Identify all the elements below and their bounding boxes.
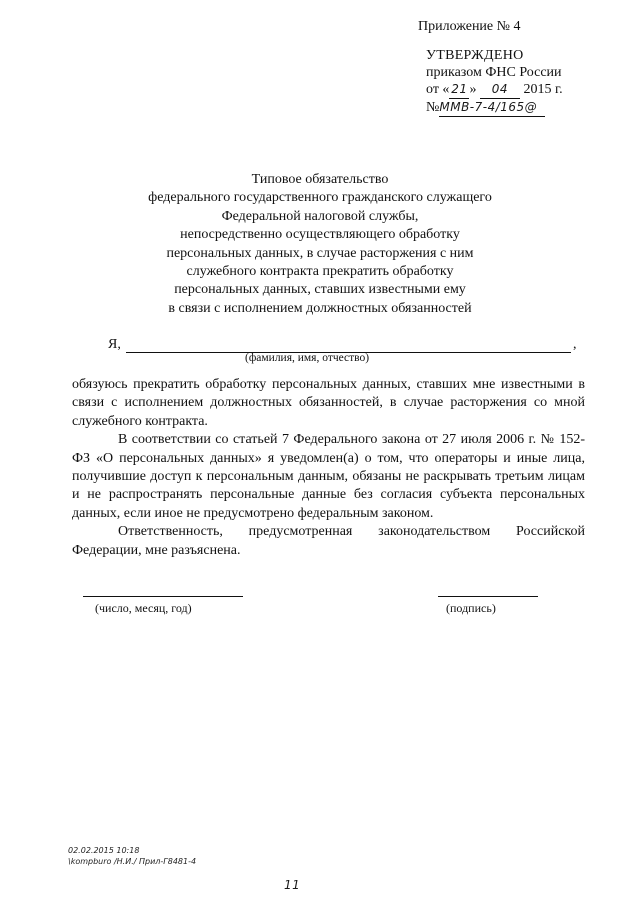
paragraph-responsibility: Ответственность, предусмотренная законодательством Российской Федерации, мне разъяснена. [72,524,585,558]
title-line: федерального государственного гражданского служащего [148,190,492,206]
footer-path: \kompburo /Н.И./ Прил-Г8481-4 [68,857,197,866]
approval-block [426,47,563,117]
fio-hint: (фамилия, имя, отчество) [245,352,370,364]
appendix-label: Приложение № 4 [418,19,521,34]
document-title [120,171,520,318]
handwritten-order-number: ММВ-7-4/165@ [439,99,545,117]
page-number: 11 [284,878,301,892]
order-date [426,81,563,99]
body-text [72,376,585,560]
ya-label: Я, [108,337,121,352]
date-hint: (число, месяц, год) [95,601,192,615]
title-line: персональных данных, ставших известными ему [174,282,466,298]
date-blank-line [83,596,243,597]
paragraph-obligation: обязуюсь прекратить обработку персональных данных, ставших мне известными в связи с исполнением должностных обязанностей, в случае расторжения со мной служебного контракта. [72,377,585,429]
order-number [426,99,563,117]
handwritten-month: 04 [480,81,520,99]
number-prefix: № [426,100,440,115]
footer-timestamp: 02.02.2015 10:18 [68,846,140,855]
title-line: Типовое обязательство [251,172,389,187]
signature-hint: (подпись) [446,601,496,615]
date-prefix: от « [426,82,450,97]
order-line: приказом ФНС России [426,65,562,80]
title-line: Федеральной налоговой службы, [221,208,419,224]
handwritten-day: 21 [449,81,469,99]
title-line: непосредственно осуществляющего обработку [180,227,460,243]
paragraph-law: В соответствии со статьей 7 Федерального закона от 27 июля 2006 г. № 152-ФЗ «О персональных данных» я уведомлен(а) о том, что операторы и иные лица, получившие доступ к персональным данным, обязаны не раскрывать третьим лицам и не распространять персональные данные без согласия субъекта персональных данных, если иное не предусмотрено федеральным законом. [72,432,585,521]
date-mid: » [469,82,477,97]
signature-blank-line [438,596,538,597]
name-trailing-comma: , [573,337,577,352]
approved-label: УТВЕРЖДЕНО [426,48,524,63]
title-line: служебного контракта прекратить обработку [186,264,454,280]
title-line: персональных данных, в случае расторжения с ним [166,245,474,261]
footer-stamp [68,845,196,867]
title-line: в связи с исполнением должностных обязанностей [168,300,472,316]
date-year: 2015 г. [523,82,563,97]
